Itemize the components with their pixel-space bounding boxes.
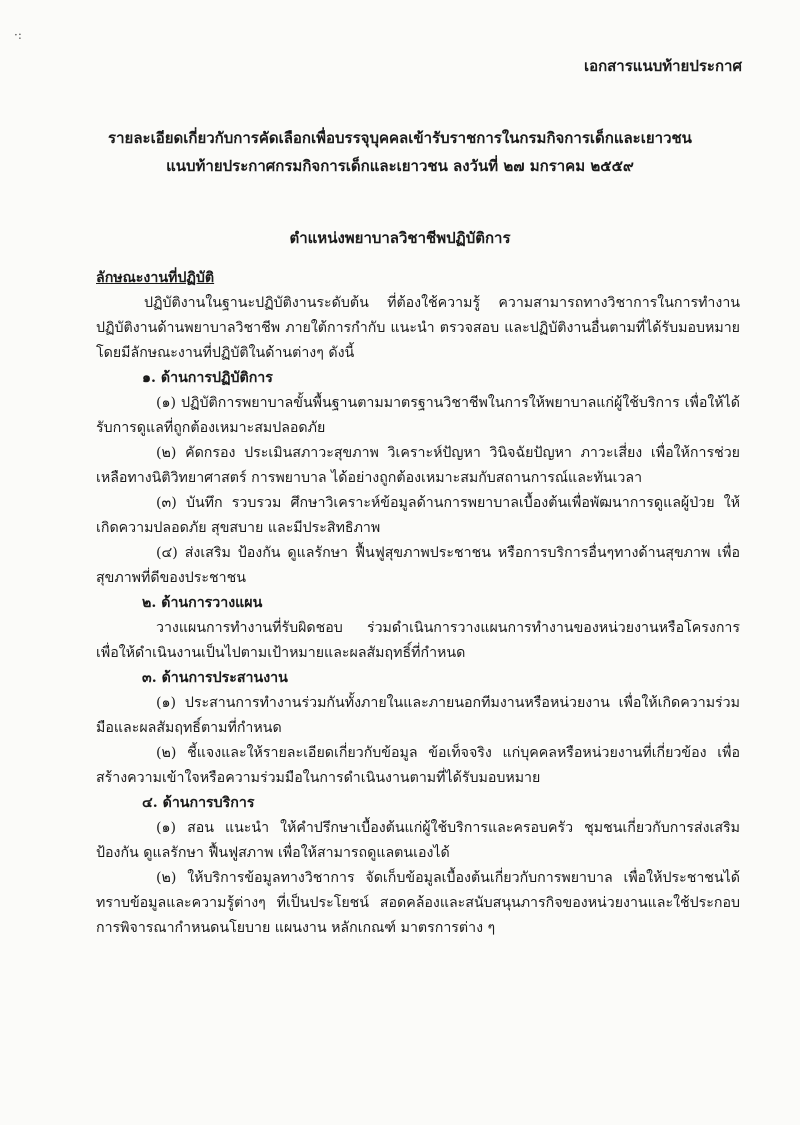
list-item: (๑) ประสานการทำงานร่วมกันทั้งภายในและภายนอกทีมงานหรือหน่วยงาน เพื่อให้เกิดความร่วมมือและผลสัมฤทธิ์ตามที่กำหนด	[96, 695, 740, 736]
intro-paragraph: ปฏิบัติงานในฐานะปฏิบัติงานระดับต้น ที่ต้องใช้ความรู้ ความสามารถทางวิชาการในการทำงาน ปฏิบัติงานด้านพยาบาลวิชาชีพ ภายใต้การกำกับ แนะนำ ตรวจสอบ และปฏิบัติงานอื่นตามที่ได้รับมอบหมาย โดยมีลักษณะงานที่ปฏิบัติในด้านต่างๆ ดังนี้	[96, 295, 740, 361]
list-item: (๒) ชี้แจงและให้รายละเอียดเกี่ยวกับข้อมูล ข้อเท็จจริง แก่บุคคลหรือหน่วยงานที่เกี่ยวข้อง เพื่อสร้างความเข้าใจหรือความร่วมมือในการดำเนินงานตามที่ได้รับมอบหมาย	[96, 745, 740, 786]
list-item: (๔) ส่งเสริม ป้องกัน ดูแลรักษา ฟื้นฟูสุขภาพประชาชน หรือการบริการอื่นๆทางด้านสุขภาพ เพื่อสุขภาพที่ดีของประชาชน	[96, 545, 740, 586]
list-item: (๒) คัดกรอง ประเมินสภาวะสุขภาพ วิเคราะห์ปัญหา วินิจฉัยปัญหา ภาวะเสี่ยง เพื่อให้การช่วยเหลือทางนิติวิทยาศาสตร์ การพยาบาล ได้อย่างถูกต้องเหมาะสมกับสถานการณ์และทันเวลา	[96, 445, 740, 486]
title-line-2: แนบท้ายประกาศกรมกิจการเด็กและเยาวชน ลงวันที่ ๒๗ มกราคม ๒๕๕๙	[166, 157, 634, 175]
list-item: (๒) ให้บริการข้อมูลทางวิชาการ จัดเก็บข้อมูลเบื้องต้นเกี่ยวกับการพยาบาล เพื่อให้ประชาชนได้ทราบข้อมูลและความรู้ต่างๆ ที่เป็นประโยชน์ สอดคล้องและสนับสนุนภารกิจของหน่วยงานและใช้ประกอบการพิจารณากำหนดนโยบาย แผนงาน หลักเกณฑ์ มาตรการต่าง ๆ	[96, 870, 740, 936]
list-item: (๓) บันทึก รวบรวม ศึกษาวิเคราะห์ข้อมูลด้านการพยาบาลเบื้องต้นเพื่อพัฒนาการดูแลผู้ป่วย ให้เกิดความปลอดภัย สุขสบาย และมีประสิทธิภาพ	[96, 495, 740, 536]
list-item: (๑) สอน แนะนำ ให้คำปรึกษาเบื้องต้นแก่ผู้ใช้บริการและครอบครัว ชุมชนเกี่ยวกับการส่งเสริม ป้องกัน ดูแลรักษา ฟื้นฟูสภาพ เพื่อให้สามารถดูแลตนเองได้	[96, 820, 740, 861]
list-item: (๑) ปฏิบัติการพยาบาลขั้นพื้นฐานตามมาตรฐานวิชาชีพในการให้พยาบาลแก่ผู้ใช้บริการ เพื่อให้ได้รับการดูแลที่ถูกต้องเหมาะสมปลอดภัย	[96, 395, 740, 436]
subsection-heading-3: ๓. ด้านการประสานงาน	[142, 670, 288, 686]
corner-mark: ·:	[14, 28, 22, 42]
subsection-heading-4: ๔. ด้านการบริการ	[142, 795, 255, 811]
subsection-heading-1: ๑. ด้านการปฏิบัติการ	[142, 370, 273, 386]
list-item: วางแผนการทำงานที่รับผิดชอบ ร่วมดำเนินการวางแผนการทำงานของหน่วยงานหรือโครงการเพื่อให้ดำเนินงานเป็นไปตามเป้าหมายและผลสัมฤทธิ์ที่กำหนด	[96, 620, 740, 661]
attachment-tag: เอกสารแนบท้ายประกาศ	[583, 57, 742, 75]
title-line-1: รายละเอียดเกี่ยวกับการคัดเลือกเพื่อบรรจุบุคคลเข้ารับราชการในกรมกิจการเด็กและเยาวชน	[108, 129, 692, 147]
document-body	[96, 266, 740, 941]
subsection-heading-2: ๒. ด้านการวางแผน	[142, 595, 263, 611]
section-heading: ลักษณะงานที่ปฏิบัติ	[96, 270, 215, 286]
position-title: ตำแหน่งพยาบาลวิชาชีพปฏิบัติการ	[289, 229, 511, 247]
